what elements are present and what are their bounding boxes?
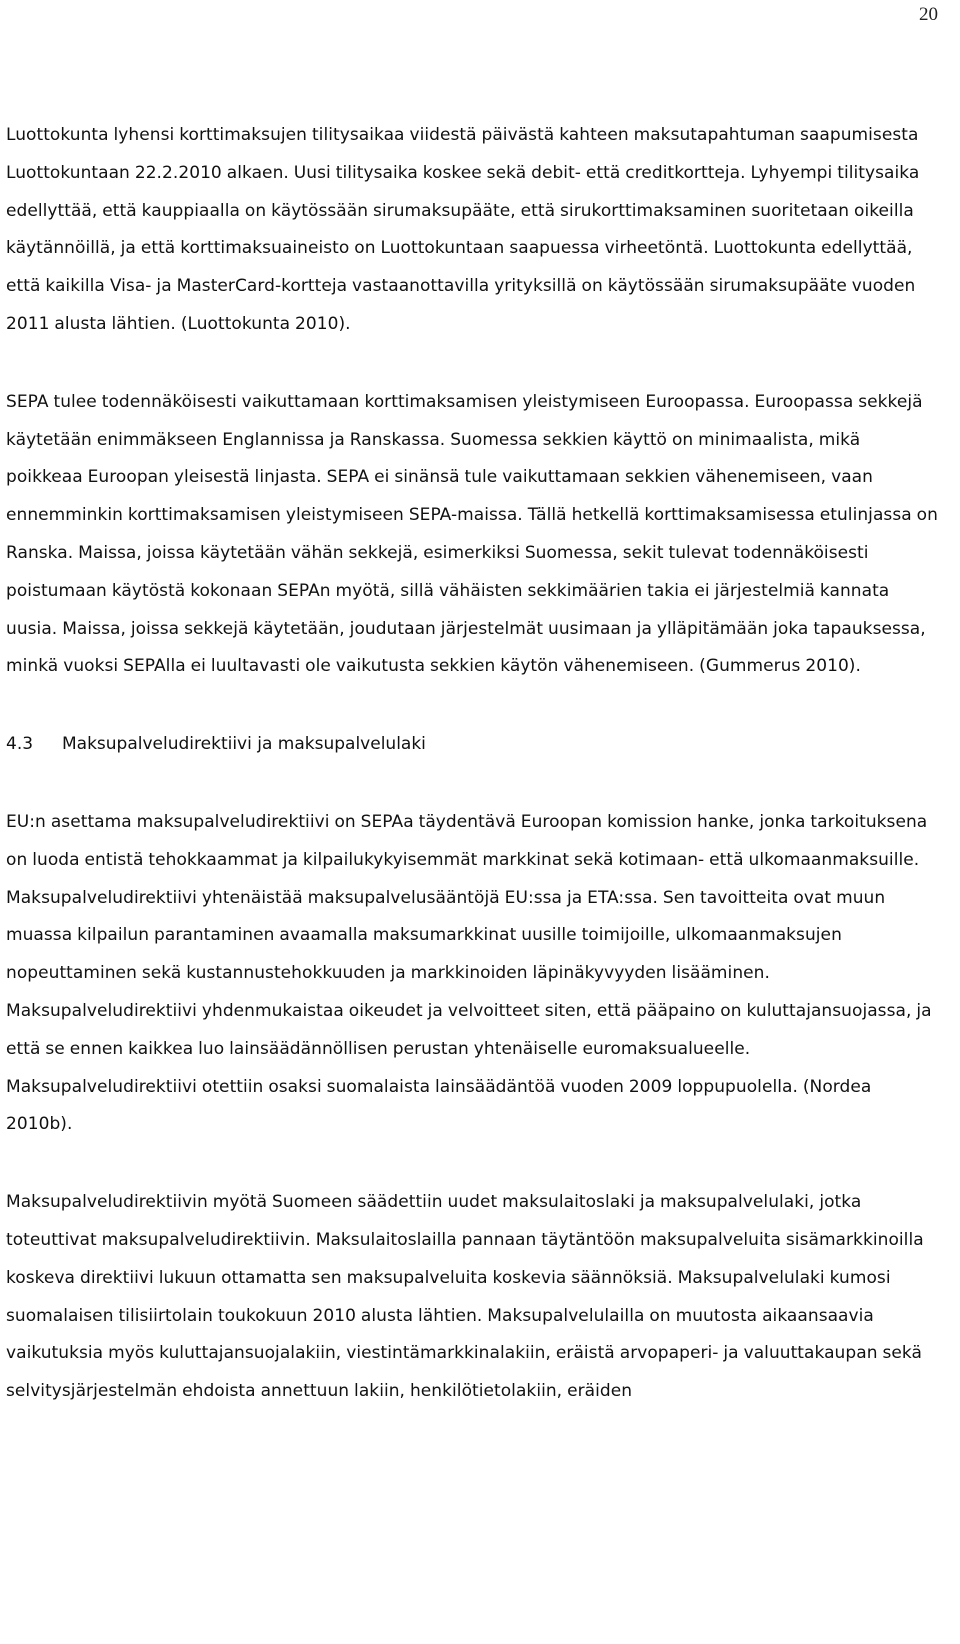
section-heading [6,726,941,764]
section-title: Maksupalveludirektiivi ja maksupalvelulaki [62,734,426,755]
paragraph-payment-law: Maksupalveludirektiivin myötä Suomeen säädettiin uudet maksulaitoslaki ja maksupalvelulaki, jotka toteuttivat maksupalveludirektiivin. Maksulaitoslailla pannaan täytäntöön maksupalveluita sisämarkkinoilla koskeva direktiivi lukuun ottamatta sen maksupalveluita koskevia säännöksiä. Maksupalvelulaki kumosi suomalaisen tilisiirtolain toukokuun 2010 alusta lähtien. Maksupalvelulailla on muutosta aikaansaavia vaikutuksia myös kuluttajansuojalakiin, viestintämarkkinalakiin, eräistä arvopaperi- ja valuuttakaupan sekä selvitysjärjestelmän ehdoista annettuun lakiin, henkilötietolakiin, eräiden [6,1192,924,1402]
section-number: 4.3 [6,734,34,755]
document-body [6,117,941,1411]
paragraph-sepa-cheques: SEPA tulee todennäköisesti vaikuttamaan korttimaksamisen yleistymiseen Euroopassa. Euroopassa sekkejä käytetään enimmäkseen Englannissa ja Ranskassa. Suomessa sekkien käyttö on minimaalista, mikä poikkeaa Euroopan yleisestä linjasta. SEPA ei sinänsä tule vaikuttamaan sekkien vähenemiseen, vaan ennemminkin korttimaksamisen yleistymiseen SEPA-maissa. Tällä hetkellä korttimaksamisessa etulinjassa on Ranska. Maissa, joissa käytetään vähän sekkejä, esimerkiksi Suomessa, sekit tulevat todennäköisesti poistumaan käytöstä kokonaan SEPAn myötä, sillä vähäisten sekkimäärien takia ei järjestelmiä kannata uusia. Maissa, joissa sekkejä käytetään, joudutaan järjestelmät uusimaan ja ylläpitämään joka tapauksessa, minkä vuoksi SEPAlla ei luultavasti ole vaikutusta sekkien käytön vähenemiseen. (Gummerus 2010). [6,391,938,677]
paragraph-luottokunta: Luottokunta lyhensi korttimaksujen tilitysaikaa viidestä päivästä kahteen maksutapahtuman saapumisesta Luottokuntaan 22.2.2010 alkaen. Uusi tilitysaika koskee sekä debit- että creditkortteja. Lyhyempi tilitysaika edellyttää, että kauppiaalla on käytössään sirumaksupääte, että sirukorttimaksaminen suoritetaan oikeilla käytännöillä, ja että korttimaksuaineisto on Luottokuntaan saapuessa virheetöntä. Luottokunta edellyttää, että kaikilla Visa- ja MasterCard-kortteja vastaanottavilla yrityksillä on käytössään sirumaksupääte vuoden 2011 alusta lähtien. (Luottokunta 2010). [6,125,920,334]
page-number: 20 [919,4,938,25]
paragraph-directive: EU:n asettama maksupalveludirektiivi on SEPAa täydentävä Euroopan komission hanke, jonka tarkoituksena on luoda entistä tehokkaammat ja kilpailukykyisemmät markkinat sekä kotimaan- että ulkomaanmaksuille. Maksupalveludirektiivi yhtenäistää maksupalvelusääntöjä EU:ssa ja ETA:ssa. Sen tavoitteita ovat muun muassa kilpailun parantaminen avaamalla maksumarkkinat uusille toimijoille, ulkomaanmaksujen nopeuttaminen sekä kustannustehokkuuden ja markkinoiden läpinäkyvyyden lisääminen. Maksupalveludirektiivi yhdenmukaistaa oikeudet ja velvoitteet siten, että pääpaino on kuluttajansuojassa, ja että se ennen kaikkea luo lainsäädännöllisen perustan yhtenäiselle euromaksualueelle. Maksupalveludirektiivi otettiin osaksi suomalaista lainsäädäntöä vuoden 2009 loppupuolella. (Nordea 2010b). [6,811,932,1135]
